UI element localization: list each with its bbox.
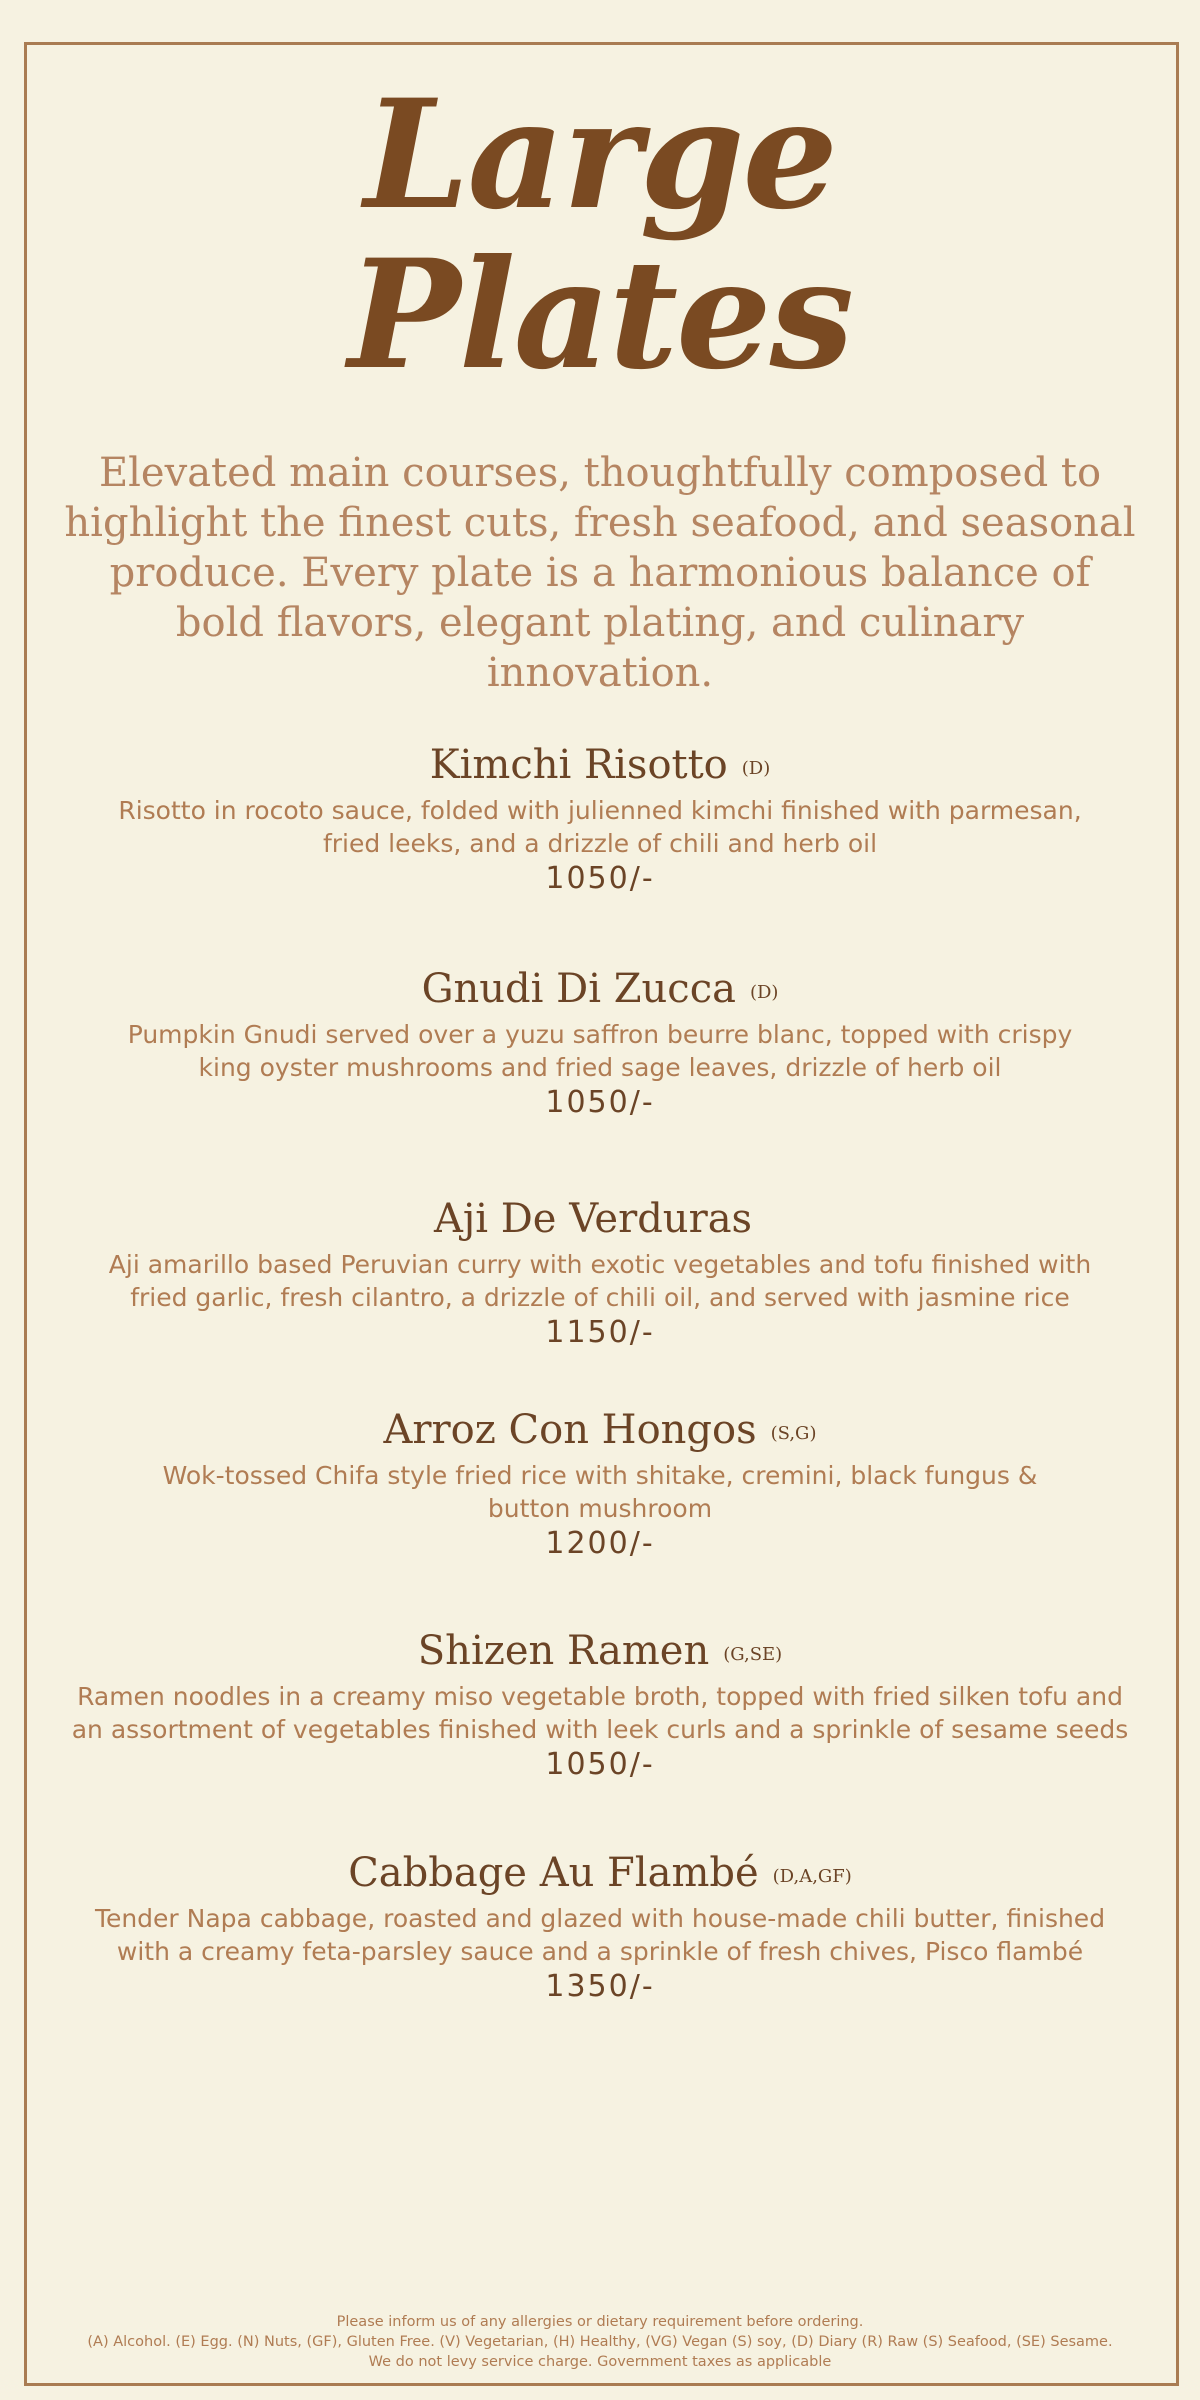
menu-item-price: 1050/- (545, 861, 655, 896)
footer-service-charge-note: We do not levy service charge. Government taxes as applicable (368, 2354, 832, 2370)
footer-allergen-legend: (A) Alcohol. (E) Egg. (N) Nuts, (GF), Gluten Free. (V) Vegetarian, (H) Healthy, (VG) Vegan (S) soy, (D) Diary (R) Raw (S) Seafood, (SE) Sesame. (87, 2334, 1113, 2350)
menu-item-heading (40, 966, 1160, 1016)
menu-item-price: 1050/- (545, 1085, 655, 1120)
menu-item-description-line: fried leeks, and a drizzle of chili and herb oil (322, 829, 878, 858)
menu-item-description-line: Wok-tossed Chifa style fried rice with shitake, cremini, black fungus & (162, 1461, 1038, 1490)
menu-item-name: Gnudi Di Zucca (421, 966, 736, 1012)
menu-item-arroz-con-hongos (40, 1407, 1160, 1563)
menu-item-description-line: fried garlic, fresh cilantro, a drizzle of chili oil, and served with jasmine rice (130, 1283, 1070, 1312)
menu-item-name: Cabbage Au Flambé (348, 1850, 759, 1896)
menu-item-description (40, 1680, 1160, 1746)
footer-allergy-notice: Please inform us of any allergies or dietary requirement before ordering. (336, 2314, 864, 2330)
menu-item-description-line: Aji amarillo based Peruvian curry with exotic vegetables and tofu finished with (108, 1250, 1092, 1279)
page-title-line-2: Plates (347, 227, 853, 403)
page-title-line-1: Large (363, 67, 836, 243)
menu-item-kimchi-risotto (40, 742, 1160, 898)
menu-item-description-line: Risotto in rocoto sauce, folded with julienned kimchi finished with parmesan, (118, 796, 1082, 825)
menu-item-heading (40, 742, 1160, 792)
menu-item-price: 1150/- (545, 1315, 655, 1350)
menu-item-heading (40, 1850, 1160, 1900)
menu-item-description-line: Pumpkin Gnudi served over a yuzu saffron beurre blanc, topped with crispy (127, 1020, 1073, 1049)
menu-item-aji-de-verduras (40, 1196, 1160, 1352)
intro-paragraph: Elevated main courses, thoughtfully composed to highlight the finest cuts, fresh seafood, and seasonal produce. Every plate is a harmonious balance of bold flavors, elegant plating, and culinary innovation. (64, 450, 1136, 696)
menu-item-description-line: button mushroom (487, 1494, 713, 1523)
menu-item-description (40, 1459, 1160, 1525)
menu-item-price: 1350/- (545, 1969, 655, 2004)
menu-item-description-line: with a creamy feta-parsley sauce and a sprinkle of fresh chives, Pisco flambé (116, 1937, 1084, 1966)
menu-item-description (40, 1902, 1160, 1968)
menu-item-heading (40, 1196, 1160, 1246)
menu-item-description-line: king oyster mushrooms and fried sage leaves, drizzle of herb oil (198, 1053, 1002, 1082)
menu-item-allergen-tags: (D,A,GF) (772, 1866, 852, 1887)
menu-item-cabbage-au-flambe (40, 1850, 1160, 2006)
menu-item-shizen-ramen (40, 1628, 1160, 1784)
menu-item-description (40, 794, 1160, 860)
menu-item-description (40, 1248, 1160, 1314)
menu-item-heading (40, 1628, 1160, 1678)
menu-item-heading (40, 1407, 1160, 1457)
allergen-disclaimer-footer (30, 2312, 1170, 2372)
menu-item-description-line: an assortment of vegetables finished with leek curls and a sprinkle of sesame seeds (71, 1715, 1129, 1744)
menu-item-name: Shizen Ramen (417, 1628, 710, 1674)
menu-item-description-line: Ramen noodles in a creamy miso vegetable broth, topped with fried silken tofu and (77, 1682, 1123, 1711)
menu-item-description (40, 1018, 1160, 1084)
menu-item-price: 1200/- (545, 1526, 655, 1561)
menu-item-allergen-tags: (D) (741, 758, 771, 779)
menu-item-price: 1050/- (545, 1747, 655, 1782)
menu-item-name: Aji De Verduras (433, 1196, 753, 1242)
menu-item-name: Kimchi Risotto (429, 742, 728, 788)
menu-item-name: Arroz Con Hongos (383, 1407, 757, 1453)
menu-item-gnudi-di-zucca (40, 966, 1160, 1122)
menu-item-allergen-tags: (G,SE) (723, 1644, 783, 1665)
menu-item-allergen-tags: (D) (749, 982, 779, 1003)
menu-item-allergen-tags: (S,G) (770, 1423, 817, 1444)
menu-item-description-line: Tender Napa cabbage, roasted and glazed with house-made chili butter, finished (94, 1904, 1106, 1933)
